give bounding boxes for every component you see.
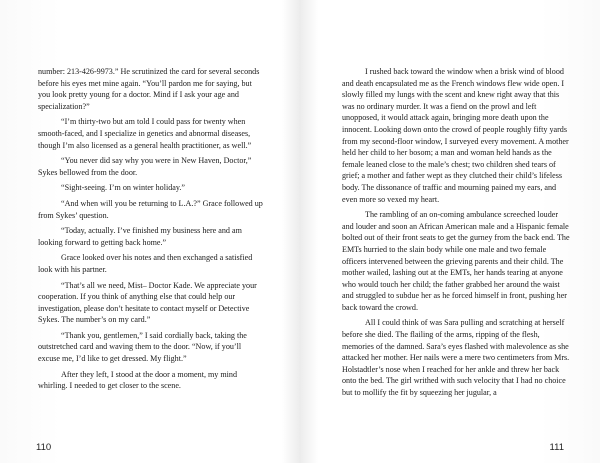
paragraph: Grace looked over his notes and then exchanged a satisfied look with his partner. (38, 253, 253, 274)
paragraph: After they left, I stood at the door a moment, my mind whirling. I needed to get closer to the scene. (38, 369, 237, 391)
paragraph: All I could think of was Sara pulling and scratching at herself before she died. The flailing of the arms, ripping of the flesh, memories of the damned. Sara’s eyes flashed with malevolence as she attacked her mother. Her nails were a mere two centimeters from Mrs. Holstadtler’s nose when I reached for her ankle and threw her back onto the bed. The girl writhed with such velocity that I had no choice but to mollify the fit by squeezing her jugular, a (342, 318, 570, 398)
paragraph: “You never did say why you were in New Haven, Doctor,” Sykes bellowed from the door. (38, 156, 252, 177)
paragraph: “That’s all we need, Mist– Doctor Kade. We appreciate your cooperation. If you think of anything else that could help our investigation, please don’t hesitate to contact myself or Detective Sykes. The number’s on my card.” (38, 280, 257, 325)
page-number: 110 (36, 442, 52, 453)
paragraph: number: 213-426-9973.” He scrutinized the card for several seconds before his eyes met mine again. “You’ll pardon me for saying, but you look pretty young for a doctor. Mind if I ask your age and specialization?” (38, 67, 260, 111)
page-number: 111 (549, 442, 564, 453)
left-page-text (38, 66, 263, 396)
right-page-text (342, 66, 570, 403)
paragraph: I rushed back toward the window when a brisk wind of blood and death encapsulated me as the French windows flew wide open. I slowly filled my lungs with the scent and knew right away that this was no ordinary murder. It was a fiend on the prowl and left unopposed, it would attack again, bringing more death upon the innocent. Looking down onto the crowd of people roughly fifty yards from my second-floor window, I surveyed every movement. A mother held her child to her bosom; a man and woman held hands as the female leaned close to the male’s chest; two children shed tears of grief; a mother and father wept as they clutched their child’s lifeless body. The dissonance of traffic and mourning pained my ears, and even more so vexed my heart. (342, 67, 569, 204)
paragraph: “Thank you, gentlemen,” I said cordially back, taking the outstretched card and waving them to the door. “Now, if you’ll excuse me, I’d like to get dressed. My flight.” (38, 330, 247, 364)
paragraph: “Today, actually. I’ve finished my business here and am looking forward to getting back home.” (38, 226, 242, 247)
paragraph: “I’m thirty-two but am told I could pass for twenty when smooth-faced, and I specialize in genetics and abnormal diseases, though I’m also licensed as a general health practitioner, as well.” (38, 117, 252, 150)
paragraph: “Sight-seeing. I’m on winter holiday.” (61, 183, 185, 193)
paragraph: “And when will you be returning to L.A.?” Grace followed up from Sykes’ question. (38, 198, 263, 220)
right-page (300, 0, 600, 463)
paragraph: The rambling of an on-coming ambulance screeched louder and louder and soon an African American male and a Hispanic female bolted out of their front seats to get the gurney from the back end. The EMTs hurried to the slain body while one male and two female officers intervened between the grieving parents and their child. The mother wailed, lashing out at the EMTs, her hands tearing at anyone who would touch her child; the father grabbed her around the waist and struggled to subdue her as he forced himself in front, pushing her back toward the crowd. (342, 210, 570, 312)
